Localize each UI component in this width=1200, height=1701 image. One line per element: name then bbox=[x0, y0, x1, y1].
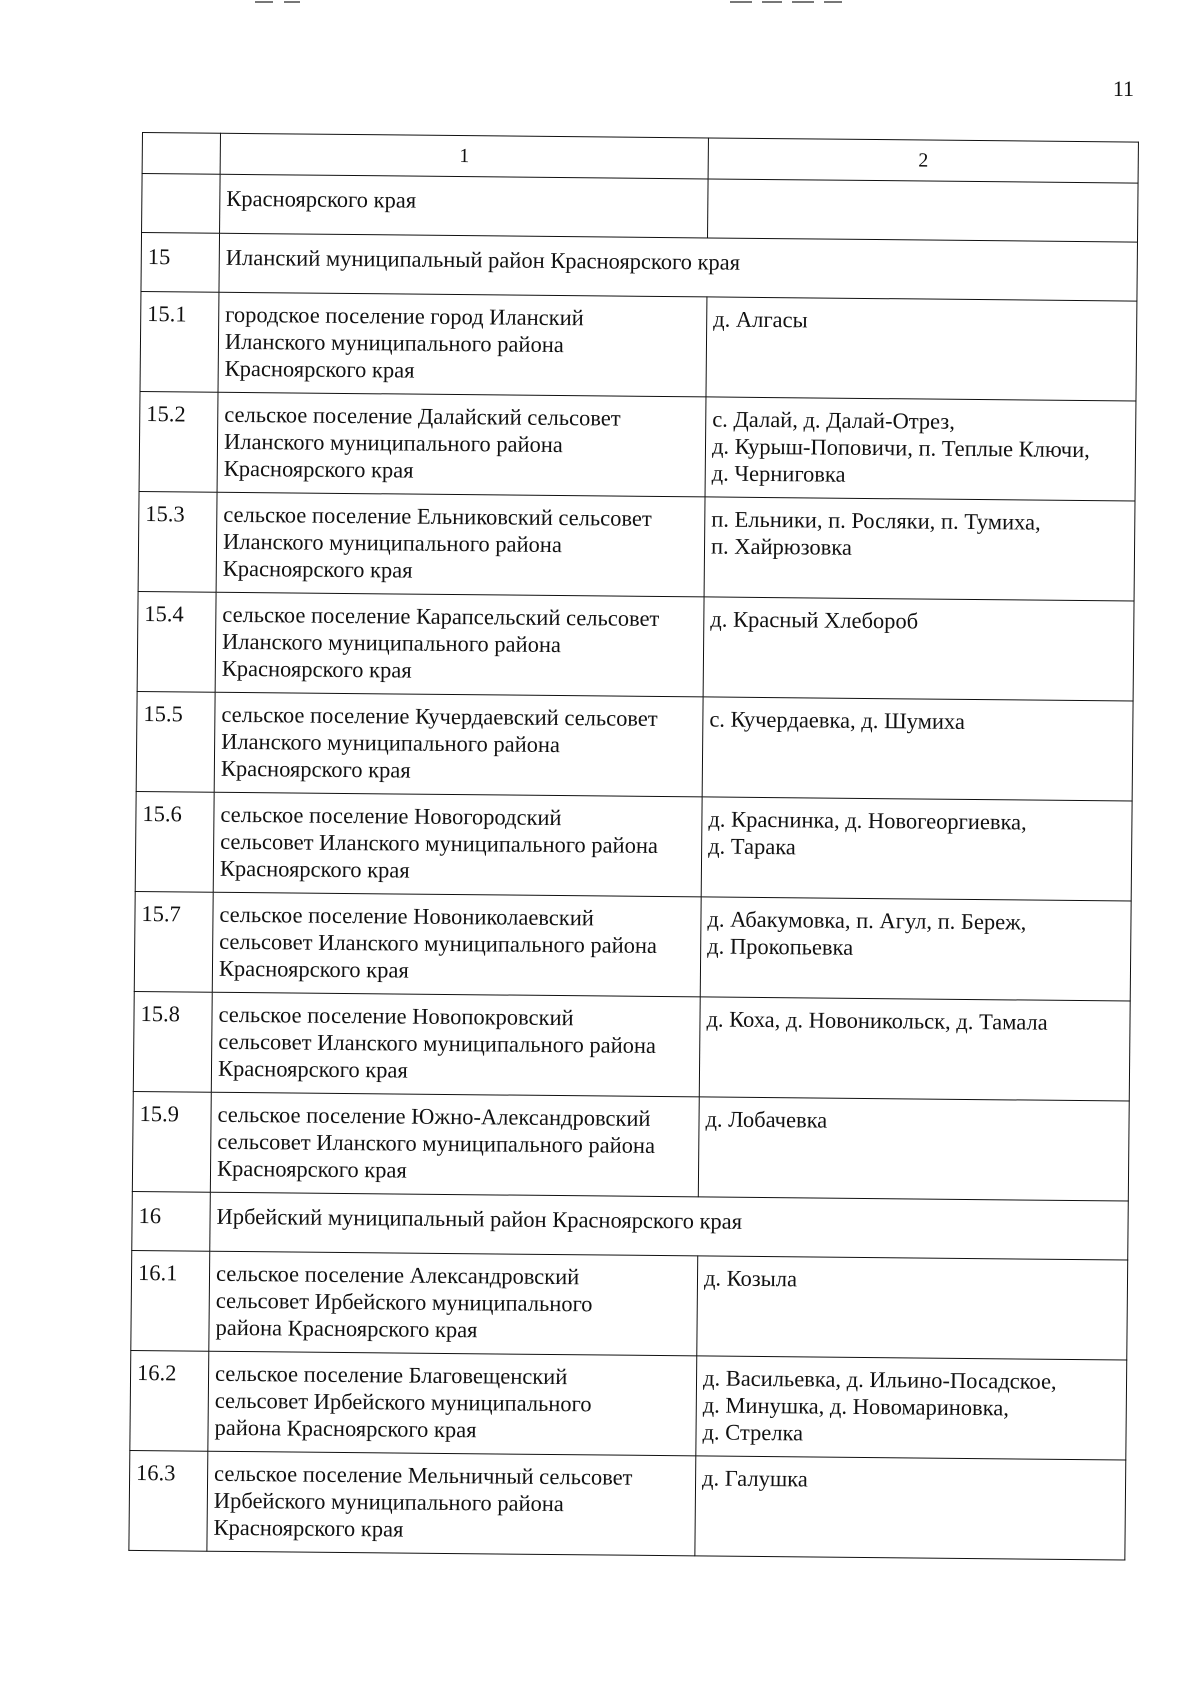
settlement-body-line: Иланского муниципального района bbox=[221, 728, 561, 758]
settlement-body-cell bbox=[213, 792, 702, 897]
header-cell-number bbox=[142, 133, 220, 175]
region-name: Ирбейский муниципальный район Красноярского края bbox=[216, 1203, 743, 1234]
table-row bbox=[131, 1250, 1128, 1360]
continuation-settlements-cell bbox=[708, 179, 1139, 242]
settlement-body-cell bbox=[215, 592, 704, 697]
settlements-line: д. Краснинка, д. Новогеоргиевка, bbox=[708, 806, 1027, 835]
settlement-body-line: сельсовет Иланского муниципального района bbox=[220, 828, 659, 858]
settlements-cell bbox=[697, 1256, 1128, 1360]
region-name-cell bbox=[219, 233, 1138, 301]
table-row bbox=[133, 991, 1130, 1101]
row-number: 16.1 bbox=[131, 1250, 210, 1351]
table-row bbox=[132, 1091, 1129, 1201]
settlements-line: д. Прокопьевка bbox=[707, 933, 854, 960]
settlement-body-line: сельсовет Иланского муниципального района bbox=[218, 1028, 657, 1058]
settlement-body-line: сельское поселение Новогородский bbox=[220, 801, 562, 831]
settlement-body-line: сельское поселение Далайский сельсовет bbox=[224, 401, 621, 431]
settlements-table bbox=[128, 132, 1139, 1561]
settlement-body-line: сельсовет Иланского муниципального района bbox=[219, 928, 658, 958]
settlements-cell bbox=[696, 1356, 1127, 1460]
settlements-cell bbox=[705, 397, 1136, 501]
settlement-body-cell bbox=[208, 1351, 697, 1456]
settlement-body-line: Красноярского края bbox=[216, 1155, 407, 1183]
region-row bbox=[141, 233, 1138, 302]
settlement-body-line: сельское поселение Карапсельский сельсовет bbox=[222, 601, 660, 631]
row-number: 15.8 bbox=[133, 991, 212, 1092]
row-number: 16 bbox=[132, 1191, 211, 1251]
settlement-body-line: сельское поселение Кучердаевский сельсовет bbox=[221, 701, 658, 731]
settlements-line: д. Курыш-Поповичи, п. Теплые Ключи, bbox=[711, 433, 1090, 463]
settlement-body-line: сельское поселение Ельниковский сельсовет bbox=[223, 501, 652, 531]
settlement-body-line: сельское поселение Южно-Александровский bbox=[217, 1101, 651, 1131]
page-number: 11 bbox=[1112, 76, 1134, 101]
settlement-body-line: Красноярского края bbox=[218, 955, 409, 983]
settlements-line: п. Ельники, п. Росляки, п. Тумиха, bbox=[711, 506, 1041, 535]
settlement-body-line: района Красноярского края bbox=[215, 1314, 478, 1343]
settlements-cell bbox=[695, 1456, 1126, 1560]
settlement-body-line: Иланского муниципального района bbox=[223, 428, 563, 458]
settlement-body-cell bbox=[211, 992, 700, 1097]
row-number: 15.5 bbox=[136, 691, 215, 792]
table-row bbox=[138, 491, 1135, 601]
settlement-body-line: сельсовет Ирбейского муниципального bbox=[214, 1387, 592, 1417]
settlements-line: д. Красный Хлебороб bbox=[710, 606, 919, 634]
settlement-body-cell bbox=[214, 692, 703, 797]
row-number: 15.3 bbox=[138, 491, 217, 592]
settlement-body-cell bbox=[209, 1251, 698, 1356]
settlements-line: д. Минушка, д. Новомариновка, bbox=[702, 1392, 1010, 1421]
table-row bbox=[130, 1350, 1127, 1460]
table-row bbox=[140, 291, 1137, 401]
settlement-body-line: сельское поселение Новониколаевский bbox=[219, 901, 595, 931]
settlements-line: д. Стрелка bbox=[702, 1419, 804, 1446]
settlement-body-line: Красноярского края bbox=[217, 1055, 408, 1083]
settlement-body-line: Красноярского края bbox=[220, 755, 411, 783]
table-row bbox=[134, 891, 1131, 1001]
settlements-cell bbox=[701, 797, 1132, 901]
settlements-line: с. Далай, д. Далай-Отрез, bbox=[712, 406, 956, 434]
region-name: Иланский муниципальный район Красноярского края bbox=[225, 244, 741, 275]
settlement-body-cell bbox=[210, 1092, 699, 1197]
settlement-body-line: района Красноярского края bbox=[214, 1414, 477, 1443]
settlement-body-cell bbox=[207, 1451, 696, 1556]
settlements-line: д. Тарака bbox=[708, 833, 796, 860]
continuation-row bbox=[142, 174, 1139, 243]
row-number: 15.1 bbox=[140, 291, 219, 392]
settlement-body-cell bbox=[218, 292, 707, 397]
row-number: 16.3 bbox=[129, 1450, 208, 1551]
settlement-body-line: Красноярского края bbox=[223, 455, 414, 483]
settlement-body-line: сельское поселение Благовещенский bbox=[214, 1360, 568, 1390]
settlements-cell bbox=[700, 897, 1131, 1001]
settlements-cell bbox=[702, 697, 1133, 801]
settlements-line: д. Алгасы bbox=[713, 306, 808, 333]
settlement-body-line: Иланского муниципального района bbox=[224, 328, 564, 358]
settlement-body-line: городское поселение город Иланский bbox=[225, 301, 584, 331]
settlement-body-line: Красноярского края bbox=[219, 855, 410, 883]
row-number: 15.9 bbox=[132, 1091, 211, 1192]
row-number: 16.2 bbox=[130, 1350, 209, 1451]
settlement-body-cell bbox=[212, 892, 701, 997]
continuation-name-cell: Красноярского края bbox=[220, 174, 709, 238]
settlements-line: п. Хайрюзовка bbox=[710, 533, 853, 560]
header-cell-2: 2 bbox=[708, 138, 1138, 183]
settlements-cell bbox=[698, 1097, 1129, 1201]
row-number: 15.2 bbox=[139, 391, 218, 492]
settlement-body-line: Красноярского края bbox=[213, 1514, 404, 1542]
settlements-line: д. Галушка bbox=[701, 1465, 808, 1492]
settlement-body-line: сельское поселение Александровский bbox=[215, 1260, 580, 1290]
settlement-body-line: Иланского муниципального района bbox=[222, 528, 563, 558]
settlements-cell bbox=[706, 297, 1137, 401]
settlement-body-line: сельское поселение Новопокровский bbox=[218, 1001, 574, 1031]
settlements-line: д. Козыла bbox=[703, 1265, 798, 1292]
settlements-cell bbox=[703, 597, 1134, 701]
settlements-line: д. Абакумовка, п. Агул, п. Береж, bbox=[707, 906, 1027, 935]
row-number: 15 bbox=[141, 233, 220, 293]
settlement-body-line: Иланского муниципального района bbox=[221, 628, 562, 658]
table-row bbox=[136, 691, 1133, 801]
table-row bbox=[129, 1450, 1126, 1560]
settlements-cell bbox=[704, 497, 1135, 601]
settlement-body-line: Ирбейского муниципального района bbox=[213, 1487, 564, 1517]
settlements-line: д. Васильевка, д. Ильино-Посадское, bbox=[702, 1365, 1057, 1394]
settlements-line: с. Кучердаевка, д. Шумиха bbox=[709, 706, 965, 734]
continuation-number-cell bbox=[142, 174, 221, 234]
scan-artifact-marks bbox=[0, 0, 1200, 6]
settlement-body-cell bbox=[216, 492, 705, 597]
settlement-body-line: сельсовет Иланского муниципального района bbox=[217, 1128, 656, 1158]
settlement-body-cell bbox=[217, 392, 706, 497]
settlement-body-line: Красноярского края bbox=[222, 555, 413, 583]
region-name-cell bbox=[210, 1192, 1129, 1260]
settlement-body-line: сельсовет Ирбейского муниципального bbox=[215, 1287, 593, 1317]
settlements-line: д. Лобачевка bbox=[705, 1106, 828, 1133]
header-cell-1: 1 bbox=[220, 133, 708, 179]
settlement-body-line: Красноярского края bbox=[224, 355, 415, 383]
region-row bbox=[132, 1191, 1129, 1260]
settlements-line: д. Коха, д. Новоникольск, д. Тамала bbox=[706, 1006, 1048, 1035]
row-number: 15.6 bbox=[135, 791, 214, 892]
table-row bbox=[135, 791, 1132, 901]
settlements-cell bbox=[699, 997, 1130, 1101]
table-row bbox=[137, 591, 1134, 701]
settlement-body-line: Красноярского края bbox=[221, 655, 412, 683]
table-row bbox=[139, 391, 1136, 501]
settlements-line: д. Черниговка bbox=[711, 460, 846, 487]
settlement-body-line: сельское поселение Мельничный сельсовет bbox=[214, 1460, 633, 1490]
row-number: 15.7 bbox=[134, 891, 213, 992]
row-number: 15.4 bbox=[137, 591, 216, 692]
